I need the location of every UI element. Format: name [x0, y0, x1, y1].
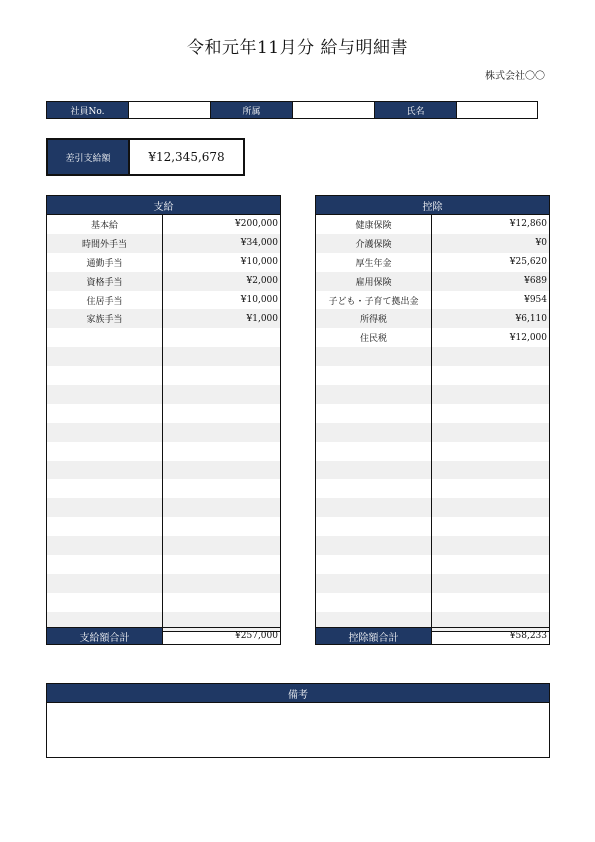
deduction-row: [316, 423, 549, 442]
deduction-row: [316, 555, 549, 574]
deduction-item-label: 介護保険: [316, 234, 432, 253]
deduction-item-label: 子ども・子育て拠出金: [316, 291, 432, 310]
deduction-item-amount: ¥954: [524, 295, 547, 305]
payment-item-label: [47, 366, 163, 385]
payment-row: [47, 517, 280, 536]
payment-item-amount: [163, 404, 280, 423]
payment-item-amount: [163, 498, 280, 517]
department-label: 所属: [211, 102, 293, 118]
deduction-item-amount: ¥12,860: [509, 219, 547, 230]
deduction-item-amount: [432, 347, 549, 366]
payment-item-label: [47, 536, 163, 555]
name-label: 氏名: [375, 102, 457, 118]
payment-row: [47, 347, 280, 366]
payment-item-amount: [163, 461, 280, 480]
deduction-row: [316, 498, 549, 517]
name-field[interactable]: [457, 102, 537, 118]
deduction-item-amount: [432, 498, 549, 517]
deduction-row: [316, 309, 549, 328]
payment-item-amount: [163, 536, 280, 555]
payment-item-label: [47, 461, 163, 480]
payment-row: [47, 366, 280, 385]
payment-item-label: 資格手当: [47, 272, 163, 291]
payments-table: [46, 195, 281, 632]
deduction-item-amount: ¥689: [524, 276, 547, 287]
deduction-item-amount: [432, 461, 549, 480]
payment-item-label: [47, 347, 163, 366]
payment-item-label: [47, 442, 163, 461]
payment-item-amount: ¥200,000: [235, 219, 278, 230]
deduction-item-label: 雇用保険: [316, 272, 432, 291]
payment-item-amount: [163, 385, 280, 404]
deduction-item-label: [316, 536, 432, 555]
payment-item-label: 通勤手当: [47, 253, 163, 272]
deduction-item-amount: [432, 479, 549, 498]
deduction-item-amount: [432, 555, 549, 574]
payment-item-label: [47, 479, 163, 498]
deduction-item-amount: ¥0: [535, 238, 547, 249]
deduction-item-amount: [432, 536, 549, 555]
payment-item-label: [47, 498, 163, 517]
payment-item-label: [47, 328, 163, 347]
payment-item-amount: [163, 442, 280, 461]
payment-item-amount: [163, 328, 280, 347]
net-pay-box: [46, 138, 245, 176]
document-title: 令和元年11月分 給与明細書: [186, 38, 409, 58]
payment-item-label: [47, 385, 163, 404]
payments-total-label: 支給額合計: [47, 628, 163, 644]
payment-item-label: [47, 517, 163, 536]
payment-row: [47, 253, 280, 272]
payments-total-value: ¥257,000: [235, 631, 278, 641]
department-field[interactable]: [293, 102, 375, 118]
deduction-item-label: [316, 442, 432, 461]
deductions-total-label: 控除額合計: [316, 628, 432, 644]
deduction-row: [316, 593, 549, 612]
deduction-item-amount: ¥25,620: [509, 257, 547, 268]
payment-item-amount: ¥2,000: [246, 276, 278, 287]
deduction-item-label: [316, 461, 432, 480]
deduction-item-label: [316, 385, 432, 404]
payment-item-label: 家族手当: [47, 309, 163, 328]
deduction-row: [316, 234, 549, 253]
deduction-row: [316, 253, 549, 272]
payment-row: [47, 574, 280, 593]
deduction-row: [316, 215, 549, 234]
payment-item-label: [47, 593, 163, 612]
payment-row: [47, 272, 280, 291]
payment-item-amount: [163, 517, 280, 536]
deduction-item-label: [316, 574, 432, 593]
deduction-row: [316, 328, 549, 347]
deduction-row: [316, 347, 549, 366]
deduction-row: [316, 272, 549, 291]
deduction-item-label: [316, 517, 432, 536]
company-name: 株式会社〇〇: [485, 71, 545, 82]
payment-row: [47, 328, 280, 347]
payment-item-label: 時間外手当: [47, 234, 163, 253]
deduction-item-label: [316, 498, 432, 517]
payment-item-label: 基本給: [47, 215, 163, 234]
payments-rows: [47, 215, 280, 631]
payment-row: [47, 442, 280, 461]
remarks-text[interactable]: [47, 703, 549, 762]
payment-item-amount: [163, 366, 280, 385]
employee-info-bar: [46, 101, 538, 119]
payment-row: [47, 309, 280, 328]
deduction-row: [316, 291, 549, 310]
deduction-item-amount: ¥6,110: [515, 313, 547, 324]
deduction-item-amount: [432, 423, 549, 442]
payment-row: [47, 234, 280, 253]
remarks-box: [46, 683, 550, 758]
deduction-item-label: [316, 347, 432, 366]
deduction-item-label: [316, 423, 432, 442]
deduction-item-label: 健康保険: [316, 215, 432, 234]
payment-row: [47, 536, 280, 555]
employee-no-label: 社員No.: [47, 102, 129, 118]
deduction-item-amount: [432, 517, 549, 536]
payment-row: [47, 423, 280, 442]
deduction-item-amount: [432, 574, 549, 593]
employee-no-field[interactable]: [129, 102, 211, 118]
deduction-row: [316, 517, 549, 536]
payment-item-label: [47, 423, 163, 442]
payment-item-label: [47, 574, 163, 593]
payments-header: 支給: [47, 196, 280, 215]
payment-item-label: 住居手当: [47, 291, 163, 310]
deduction-item-amount: ¥12,000: [509, 332, 547, 343]
payment-item-amount: ¥10,000: [240, 257, 278, 268]
deduction-item-label: 厚生年金: [316, 253, 432, 272]
payment-item-amount: ¥34,000: [240, 238, 278, 249]
deductions-table: [315, 195, 550, 632]
deductions-header: 控除: [316, 196, 549, 215]
deduction-item-label: 所得税: [316, 309, 432, 328]
payment-item-label: [47, 404, 163, 423]
deduction-row: [316, 366, 549, 385]
payment-row: [47, 555, 280, 574]
deductions-total: [315, 627, 550, 645]
payment-item-amount: [163, 423, 280, 442]
deduction-item-amount: [432, 385, 549, 404]
deduction-row: [316, 536, 549, 555]
net-pay-value: ¥12,345,678: [148, 150, 225, 164]
payment-row: [47, 215, 280, 234]
payment-row: [47, 593, 280, 612]
deductions-rows: [316, 215, 549, 631]
deduction-item-amount: [432, 593, 549, 612]
payment-item-amount: [163, 555, 280, 574]
deduction-row: [316, 461, 549, 480]
payment-item-amount: [163, 479, 280, 498]
deduction-item-amount: [432, 404, 549, 423]
net-pay-label: 差引支給額: [48, 140, 130, 174]
payment-row: [47, 479, 280, 498]
deduction-item-label: [316, 555, 432, 574]
payment-row: [47, 461, 280, 480]
payment-row: [47, 385, 280, 404]
deductions-total-value: ¥58,233: [509, 631, 547, 641]
deduction-item-amount: [432, 366, 549, 385]
deduction-row: [316, 479, 549, 498]
deduction-row: [316, 574, 549, 593]
payment-item-amount: ¥1,000: [246, 313, 278, 324]
payment-item-amount: [163, 593, 280, 612]
deduction-item-label: [316, 404, 432, 423]
payments-total: [46, 627, 281, 645]
payment-row: [47, 291, 280, 310]
deduction-row: [316, 404, 549, 423]
payment-item-amount: [163, 574, 280, 593]
deduction-item-label: 住民税: [316, 328, 432, 347]
payment-item-amount: ¥10,000: [240, 295, 278, 305]
deduction-item-amount: [432, 442, 549, 461]
remarks-header: 備考: [47, 684, 549, 703]
deduction-item-label: [316, 593, 432, 612]
deduction-row: [316, 442, 549, 461]
deduction-item-label: [316, 366, 432, 385]
payment-item-amount: [163, 347, 280, 366]
deduction-item-label: [316, 479, 432, 498]
payment-row: [47, 404, 280, 423]
payment-row: [47, 498, 280, 517]
payment-item-label: [47, 555, 163, 574]
deduction-row: [316, 385, 549, 404]
